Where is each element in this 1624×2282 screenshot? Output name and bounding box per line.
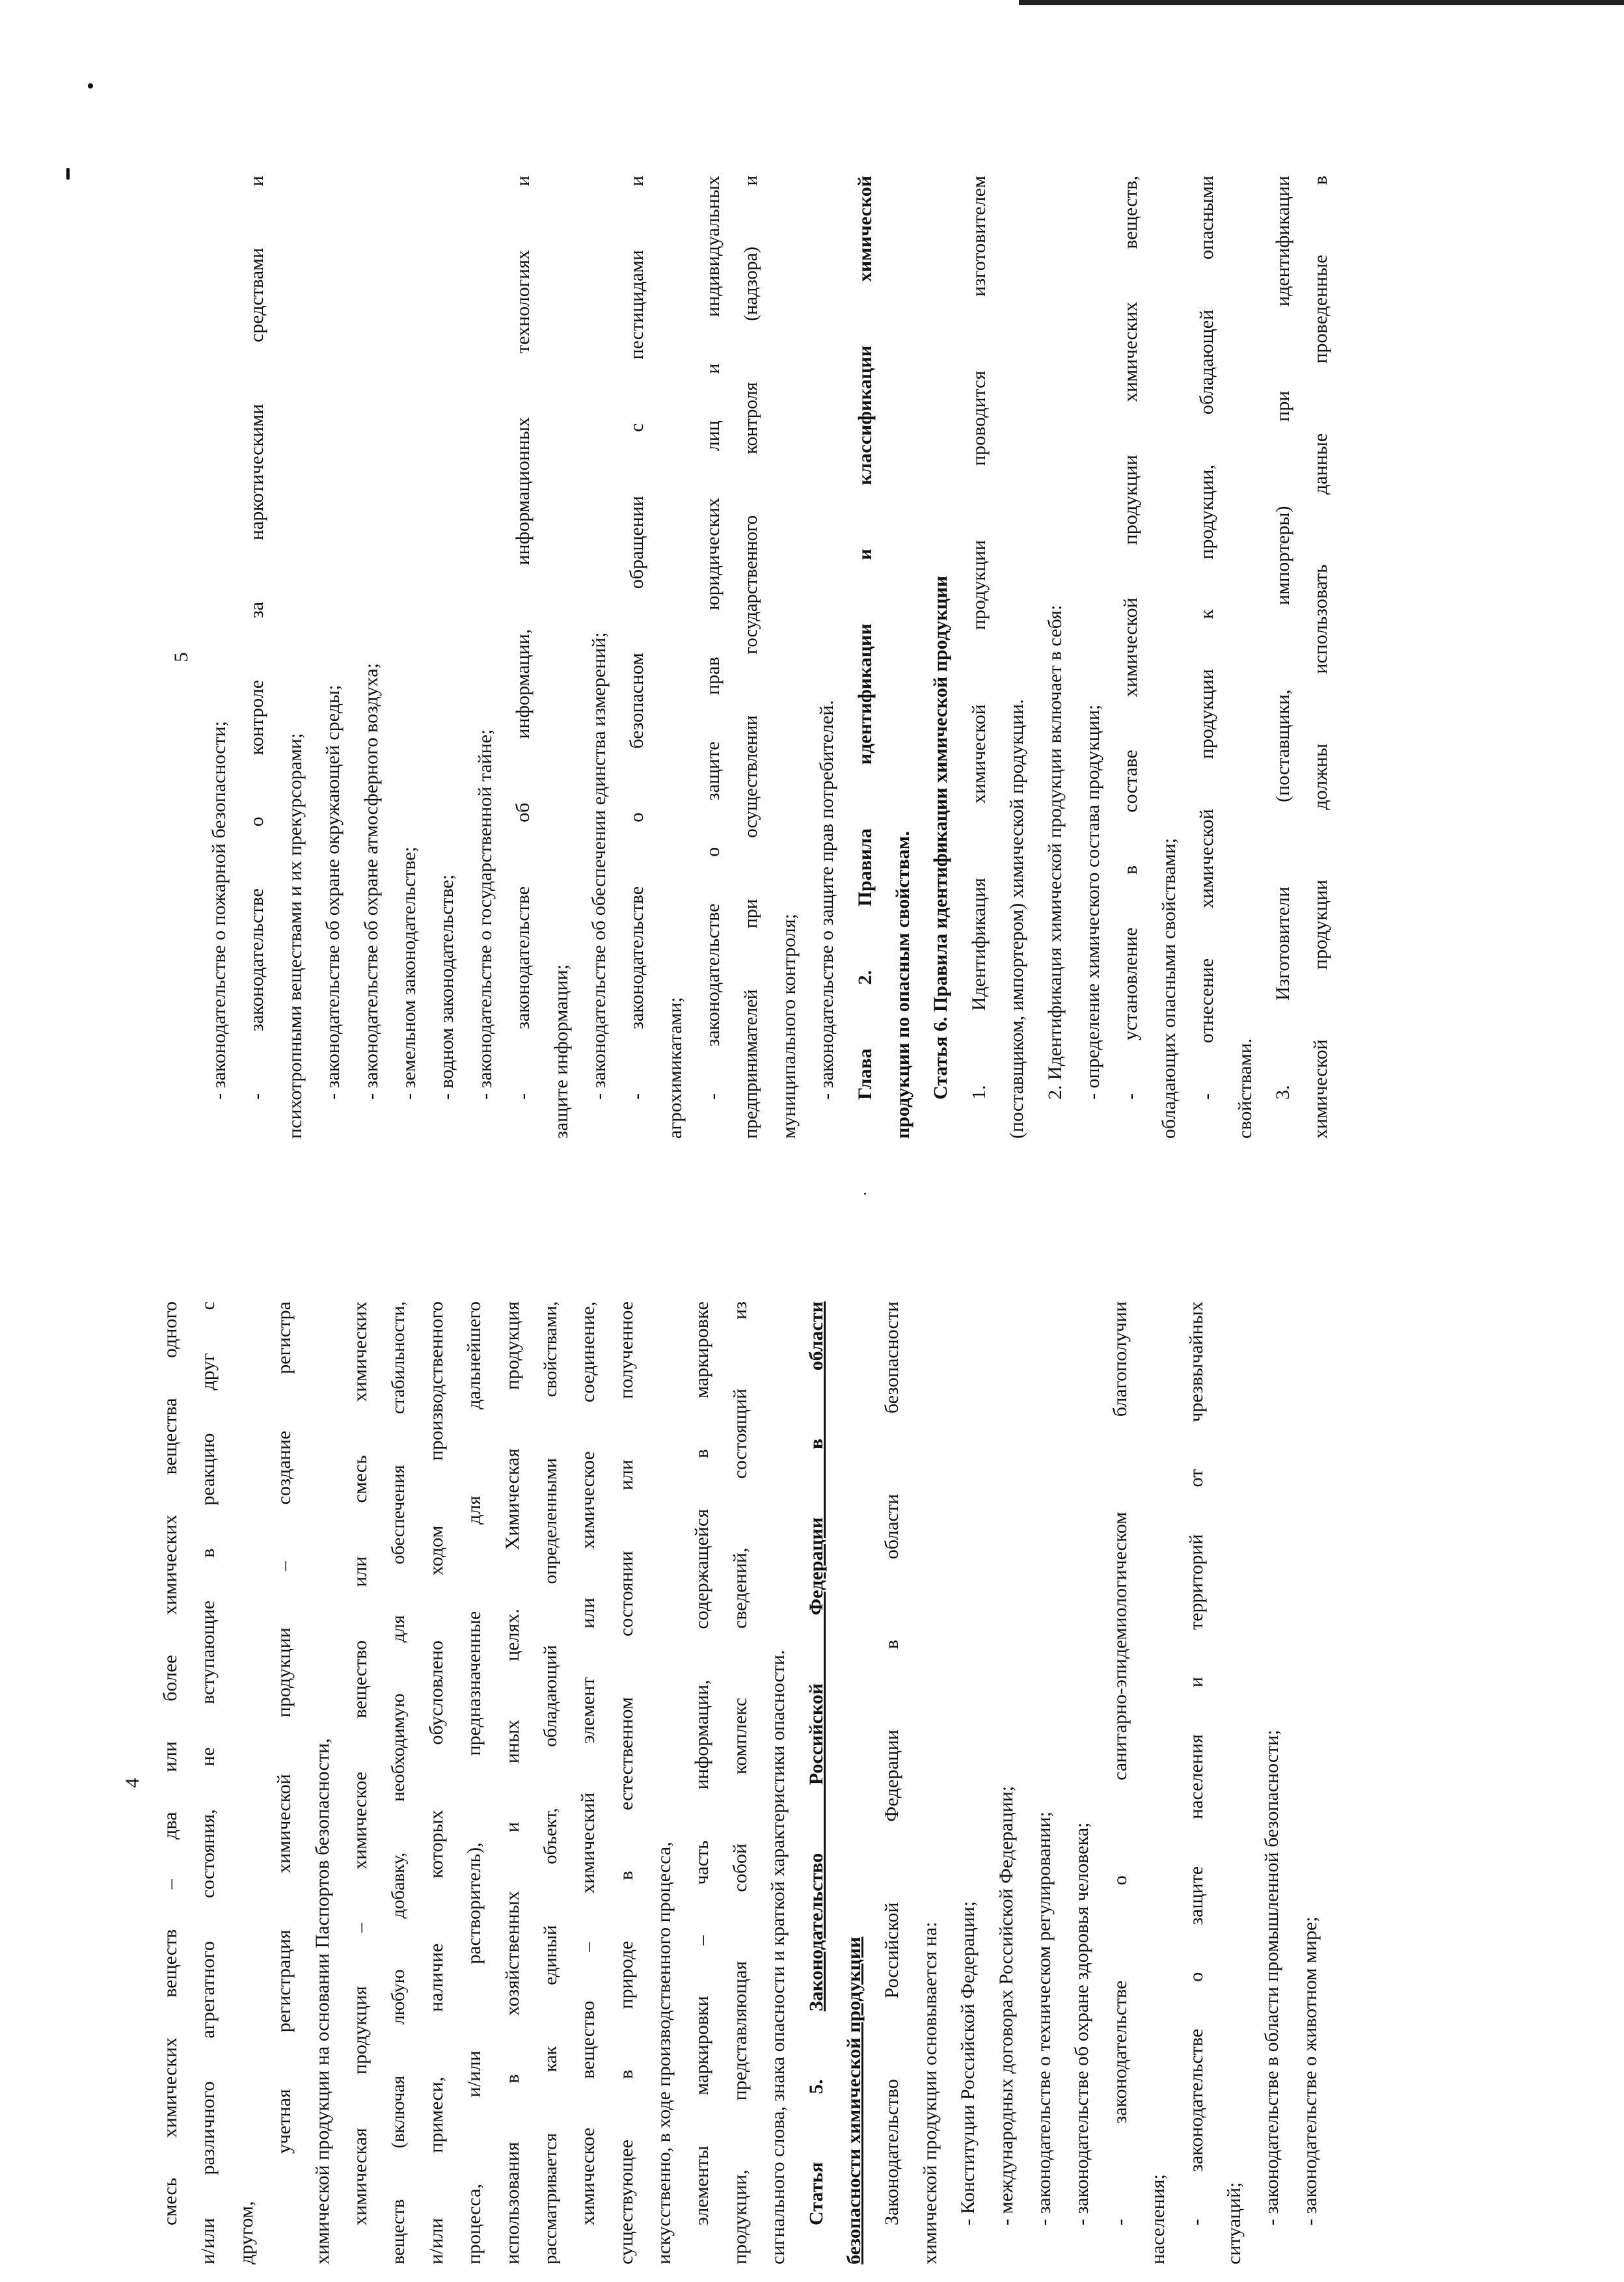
text-line: защите информации; bbox=[550, 964, 572, 1139]
text-line: искусственно, в ходе производственного процесса, bbox=[653, 1841, 675, 2264]
text-line: использования в хозяйственных и иных целях. Химическая продукция bbox=[501, 1301, 523, 2264]
text-line: - установление в составе химической продукции химических веществ, bbox=[1120, 176, 1142, 1100]
text-line: свойствами. bbox=[1234, 1038, 1256, 1139]
text-line: учетная регистрация химической продукции – создание регистра bbox=[273, 1301, 295, 2154]
underlined-heading: Законодательство Российской Федерации в области bbox=[805, 1301, 827, 2012]
text-line: обладающих опасными свойствами; bbox=[1157, 837, 1180, 1139]
scan-speck bbox=[66, 168, 70, 180]
text-line: и/или примеси, наличие которых обусловлено ходом производственного bbox=[425, 1301, 447, 2264]
text-line: - законодательстве о государственной тайне; bbox=[474, 729, 496, 1100]
page-4-text bbox=[152, 1301, 1329, 2264]
text-line: - законодательстве об информации, информационных технологиях и bbox=[512, 176, 534, 1100]
text-line: сигнального слова, знака опасности и краткой характеристики опасности. bbox=[767, 1650, 789, 2264]
text-line: - законодательстве о безопасном обращении с пестицидами и bbox=[626, 176, 648, 1100]
text-line: - законодательстве об охране атмосферного воздуха; bbox=[360, 663, 382, 1100]
text-line: химической продукции основывается на: bbox=[919, 1922, 941, 2264]
text-line: 3. Изготовители (поставщики, импортеры) при идентификации bbox=[1271, 176, 1293, 1100]
text-line: - международных договорах Российской Федерации; bbox=[995, 1786, 1017, 2225]
text-line: психотропными веществами и их прекурсорами; bbox=[284, 733, 306, 1139]
text-line: - законодательстве о защите населения и территорий от чрезвычайных bbox=[1185, 1301, 1207, 2225]
text-line: - земельном законодательстве; bbox=[398, 847, 420, 1100]
text-line: - отнесение химической продукции к продукции, обладающей опасными bbox=[1196, 176, 1218, 1100]
text-line: - законодательстве о защите прав юридических лиц и индивидуальных bbox=[702, 176, 724, 1100]
text-line: - законодательстве об охране окружающей среды; bbox=[322, 685, 344, 1100]
text-line: продукции по опасным свойствам. bbox=[892, 831, 914, 1139]
text-line: - законодательстве о животном мире; bbox=[1299, 1916, 1321, 2225]
text-line: химическая продукция – химическое вещество или смесь химических bbox=[349, 1301, 371, 2225]
scan-speck bbox=[88, 83, 93, 88]
text-line: химической продукции должны использовать данные проведенные в bbox=[1310, 176, 1332, 1139]
text-line: процесса, и/или растворитель), предназначенные для дальнейшего bbox=[463, 1301, 485, 2264]
text-line: рассматривается как единый объект, обладающий определенными свойствами, bbox=[539, 1301, 561, 2264]
text-line: (поставщиком, импортером) химической продукции. bbox=[1006, 699, 1028, 1139]
text-line: химической продукции на основании Паспортов безопасности, bbox=[311, 1738, 333, 2264]
text-line: предпринимателей при осуществлении государственного контроля (надзора) и bbox=[740, 176, 762, 1139]
page-number: 5 bbox=[170, 652, 192, 662]
text-line: Законодательство Российской Федерации в области безопасности bbox=[881, 1301, 903, 2225]
text-line: - законодательстве о защите прав потребителей. bbox=[816, 700, 838, 1100]
scan-speck bbox=[864, 1193, 866, 1195]
scan-edge-line bbox=[1019, 0, 1624, 5]
page-5 bbox=[163, 176, 1568, 1139]
text-line: - водном законодательстве; bbox=[436, 874, 458, 1100]
text-line: элементы маркировки – часть информации, содержащейся в маркировке bbox=[691, 1301, 713, 2225]
text-line: 2. Идентификация химической продукции включает в себя: bbox=[1044, 604, 1066, 1100]
text-line: - Конституции Российской Федерации; bbox=[957, 1901, 979, 2225]
text-line: Статья 5. Законодательство Российской Федерации в области bbox=[805, 1301, 827, 2225]
page-4 bbox=[114, 1301, 1519, 2264]
text-line: ситуаций; bbox=[1223, 2182, 1245, 2264]
text-line: населения; bbox=[1147, 2174, 1169, 2264]
text-line: и/или различного агрегатного состояния, не вступающие в реакцию друг с bbox=[197, 1301, 219, 2264]
page-5-text bbox=[200, 176, 1340, 1139]
text-line: - законодательстве о контроле за наркотическими средствами и bbox=[246, 176, 268, 1100]
text-line: - законодательстве об охране здоровья человека; bbox=[1071, 1822, 1093, 2225]
text-line: муниципального контроля; bbox=[778, 914, 800, 1139]
text-line: - законодательстве о техническом регулировании; bbox=[1033, 1812, 1055, 2225]
text-line: Статья 6. Правила идентификации химической продукции bbox=[930, 575, 952, 1100]
text-line: продукции, представляющая собой комплекс сведений, состоящий из bbox=[729, 1301, 751, 2264]
text-line: агрохимикатами; bbox=[664, 997, 686, 1139]
text-line: - определение химического состава продукции; bbox=[1081, 704, 1103, 1100]
page-number: 4 bbox=[122, 1778, 143, 1788]
text-line: веществ (включая любую добавку, необходимую для обеспечения стабильности, bbox=[388, 1301, 409, 2264]
text-line: - законодательстве о санитарно-эпидемиологическом благополучии bbox=[1109, 1301, 1131, 2225]
text-line: другом, bbox=[235, 2201, 257, 2264]
text-line: 1. Идентификация химической продукции проводится изготовителем bbox=[968, 176, 990, 1100]
text-line: - законодательстве о пожарной безопасности; bbox=[208, 721, 230, 1100]
text-line: химическое вещество – химический элемент или химическое соединение, bbox=[577, 1301, 599, 2225]
text-line: существующее в природе в естественном состоянии или полученное bbox=[615, 1301, 637, 2264]
text-line: - законодательстве об обеспечении единства измерений; bbox=[588, 632, 610, 1100]
text-line: - законодательстве в области промышленной безопасности; bbox=[1261, 1730, 1283, 2225]
text-line: смесь химических веществ – два или более химических вещества одного bbox=[159, 1301, 181, 2225]
text-line: безопасности химической продукции bbox=[843, 1936, 865, 2264]
text-line: Глава 2. Правила идентификации и классификации химической bbox=[854, 176, 876, 1100]
